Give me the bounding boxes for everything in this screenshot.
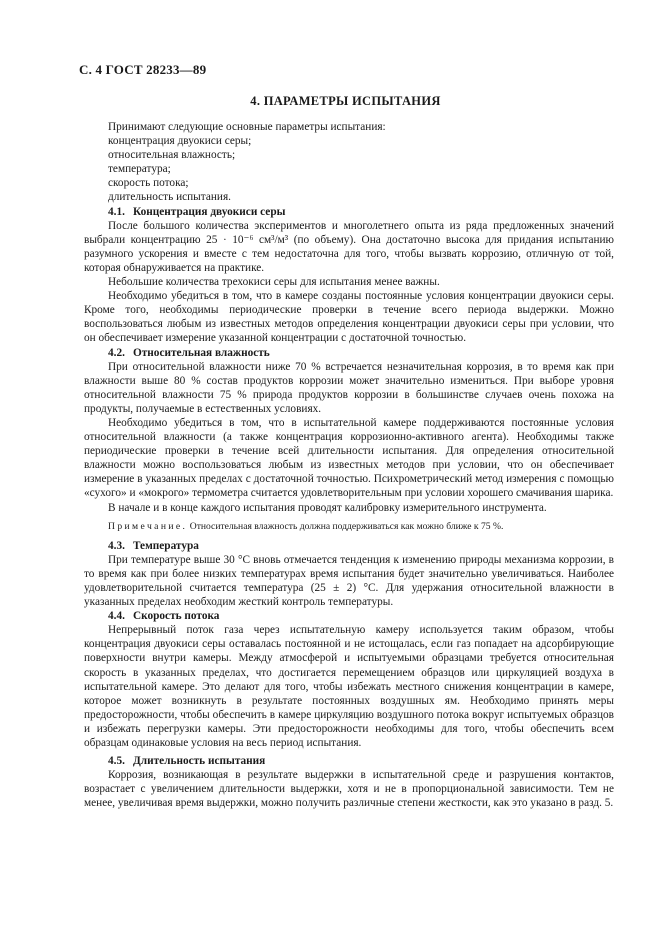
- subsection-title: Длительность испытания: [132, 755, 266, 768]
- param-item: температура;: [108, 163, 171, 176]
- paragraph: Непрерывный поток газа через испытательную камеру используется таким образом, чтобы концентрация двуокиси серы оставалась постоянной и не истощалась, если газ попадает на адсорбирующие поверхности внутри камеры. Между атмосферой и испытуемыми образцами требуется относительная скорость в указанных пределах, что достигается перемещением образцов или циркуляцией воздуха в испытательной камере. Это делают для того, чтобы избежать местного снижения концентрации в камере, которое может возникнуть в результате постоянных воздушных ям. Необходимо принять меры предосторожности, чтобы обеспечить в камере циркуляцию воздушного потока вокруг испытуемых образцов и избежать перегрузки камеры. Эти предосторожности необходимы для того, чтобы обеспечить всем образцам одинаковые условия на весь период испытания.: [84, 624, 614, 750]
- param-item: скорость потока;: [108, 177, 189, 190]
- note-text: Относительная влажность должна поддерживаться как можно ближе к 75 %.: [189, 520, 504, 532]
- param-item: относительная влажность;: [108, 149, 236, 162]
- subsection-title: Скорость потока: [132, 610, 220, 623]
- paragraph: Коррозия, возникающая в результате выдержки в испытательной среде и разрушения контактов, возрастает с увеличением длительности выдержки, хотя и не в пропорциональной зависимости. Тем не менее, увеличивая время выдержки, можно получить различные степени жесткости, как это указано в разд. 5.: [84, 769, 614, 810]
- subsection-heading-4-4: [84, 609, 614, 623]
- paragraph: При относительной влажности ниже 70 % встречается незначительная коррозия, в то время как при влажности выше 80 % состав продуктов коррозии может значительно измениться. При выборе уровня относительной влажности 75 % природа продуктов коррозии в большинстве случаев очень похожа на продукты, получаемые в естественных условиях.: [84, 360, 614, 415]
- param-item: концентрация двуокиси серы;: [108, 135, 252, 148]
- paragraph: После большого количества экспериментов и многолетнего опыта из ряда предложенных значений выбрали концентрацию 25 · 10⁻⁶ см³/м³ (по объему). Она достаточно высока для придания испытанию разумного ускорения и вместе с тем недостаточна для того, чтобы вызвать коррозию, отличную от той, которая обнаруживается на практике.: [84, 219, 614, 274]
- page-header: С. 4 ГОСТ 28233—89: [79, 62, 207, 77]
- subsection-number: 4.1.: [108, 205, 125, 218]
- paragraph: Необходимо убедиться в том, что в камере созданы постоянные условия концентрации двуокиси серы. Кроме того, необходимы периодические проверки в течение всего периода выдержки. Можно воспользоваться любым из известных методов определения концентрации двуокиси серы при условии, что он обеспечивает измерение указанной концентрации с достаточной точностью.: [84, 290, 614, 345]
- paragraph: При температуре выше 30 °С вновь отмечается тенденция к изменению природы механизма коррозии, в то время как при более низких температурах время испытания будет значительно увеличиваться. Наиболее удовлетворительной считается температура (25 ± 2) °С. Для удержания относительной влажности в указанных пределах необходим жесткий контроль температуры.: [84, 553, 614, 609]
- note: [84, 520, 614, 534]
- subsection-title: Концентрация двуокиси серы: [132, 205, 286, 218]
- subsection-heading-4-3: [84, 539, 614, 553]
- intro-paragraph: Принимают следующие основные параметры испытания:: [108, 121, 386, 133]
- subsection-number: 4.5.: [108, 755, 125, 768]
- subsection-title: Относительная влажность: [132, 346, 270, 359]
- paragraph: Небольшие количества трехокиси серы для испытания менее важны.: [108, 276, 440, 289]
- paragraph: В начале и в конце каждого испытания проводят калибровку измерительного инструмента.: [108, 501, 547, 514]
- subsection-heading-4-5: [84, 754, 614, 768]
- body-text: [84, 120, 614, 811]
- note-label: Примечание.: [108, 520, 188, 532]
- subsection-number: 4.3.: [108, 539, 125, 552]
- subsection-number: 4.2.: [108, 346, 125, 359]
- param-item: длительность испытания.: [108, 191, 231, 204]
- section-title: 4. ПАРАМЕТРЫ ИСПЫТАНИЯ: [250, 94, 441, 108]
- paragraph: Необходимо убедиться в том, что в испытательной камере поддерживаются постоянные условия относительной влажности (а также концентрация коррозионно-активного агента). Необходимы также периодические проверки в течение всей длительности испытания. Для определения относительной влажности можно воспользоваться любым из известных методов при условии, что он обеспечивает измерение в указанных пределах с достаточной точностью. Психрометрический метод измерения с помощью «сухого» и «мокрого» термометра считается удовлетворительным при условии хорошего смачивания шарика.: [84, 416, 614, 500]
- subsection-title: Температура: [132, 539, 199, 552]
- subsection-number: 4.4.: [108, 610, 125, 623]
- subsection-heading-4-2: [84, 346, 614, 360]
- subsection-heading-4-1: [84, 205, 614, 219]
